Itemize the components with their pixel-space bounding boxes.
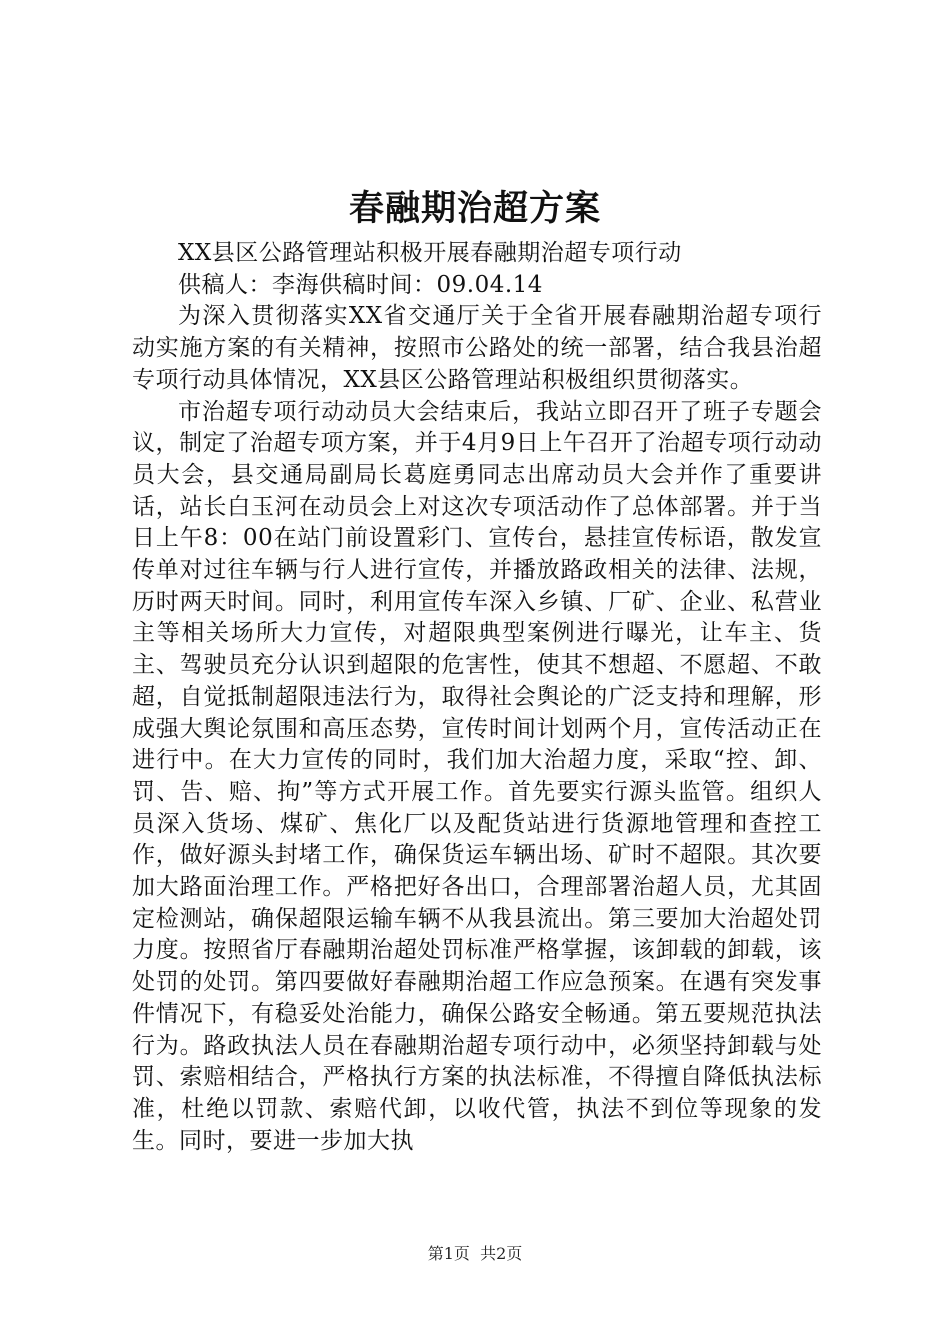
- document-body: [132, 238, 822, 1157]
- page-number: 第1页: [427, 1244, 470, 1263]
- paragraph-intro: 为深入贯彻落实XX省交通厅关于全省开展春融期治超专项行动实施方案的有关精神，按照市公路处的统一部署，结合我县治超专项行动具体情况，XX县区公路管理站积极组织贯彻落实。: [132, 303, 822, 393]
- byline: 供稿人：李海供稿时间：09.04.14: [178, 271, 543, 298]
- paragraph-main: 市治超专项行动动员大会结束后，我站立即召开了班子专题会议，制定了治超专项方案，并于4月9日上午召开了治超专项行动动员大会，县交通局副局长葛庭勇同志出席动员大会并作了重要讲话，站长白玉河在动员会上对这次专项活动作了总体部署。并于当日上午8：00在站门前设置彩门、宣传台，悬挂宣传标语，散发宣传单对过往车辆与行人进行宣传，并播放路政相关的法律、法规，历时两天时间。同时，利用宣传车深入乡镇、厂矿、企业、私营业主等相关场所大力宣传，对超限典型案例进行曝光，让车主、货主、驾驶员充分认识到超限的危害性，使其不想超、不愿超、不敢超，自觉抵制超限违法行为，取得社会舆论的广泛支持和理解，形成强大舆论氛围和高压态势，宣传时间计划两个月，宣传活动正在进行中。在大力宣传的同时，我们加大治超力度，采取“控、卸、罚、告、赔、拘”等方式开展工作。首先要实行源头监管。组织人员深入货场、煤矿、焦化厂以及配货站进行货源地管理和查控工作，做好源头封堵工作，确保货运车辆出场、矿时不超限。其次要加大路面治理工作。严格把好各出口，合理部署治超人员，尤其固定检测站，确保超限运输车辆不从我县流出。第三要加大治超处罚力度。按照省厅春融期治超处罚标准严格掌握，该卸载的卸载，该处罚的处罚。第四要做好春融期治超工作应急预案。在遇有突发事件情况下，有稳妥处治能力，确保公路安全畅通。第五要规范执法行为。路政执法人员在春融期治超专项行动中，必须坚持卸载与处罚、索赔相结合，严格执行方案的执法标准，不得擅自降低执法标准，杜绝以罚款、索赔代卸，以收代管，执法不到位等现象的发生。同时，要进一步加大执: [132, 398, 822, 1154]
- page-footer: [0, 1244, 950, 1264]
- document-title: 春融期治超方案: [348, 188, 601, 229]
- page-total: 共2页: [480, 1244, 523, 1263]
- subtitle-line: XX县区公路管理站积极开展春融期治超专项行动: [178, 240, 682, 266]
